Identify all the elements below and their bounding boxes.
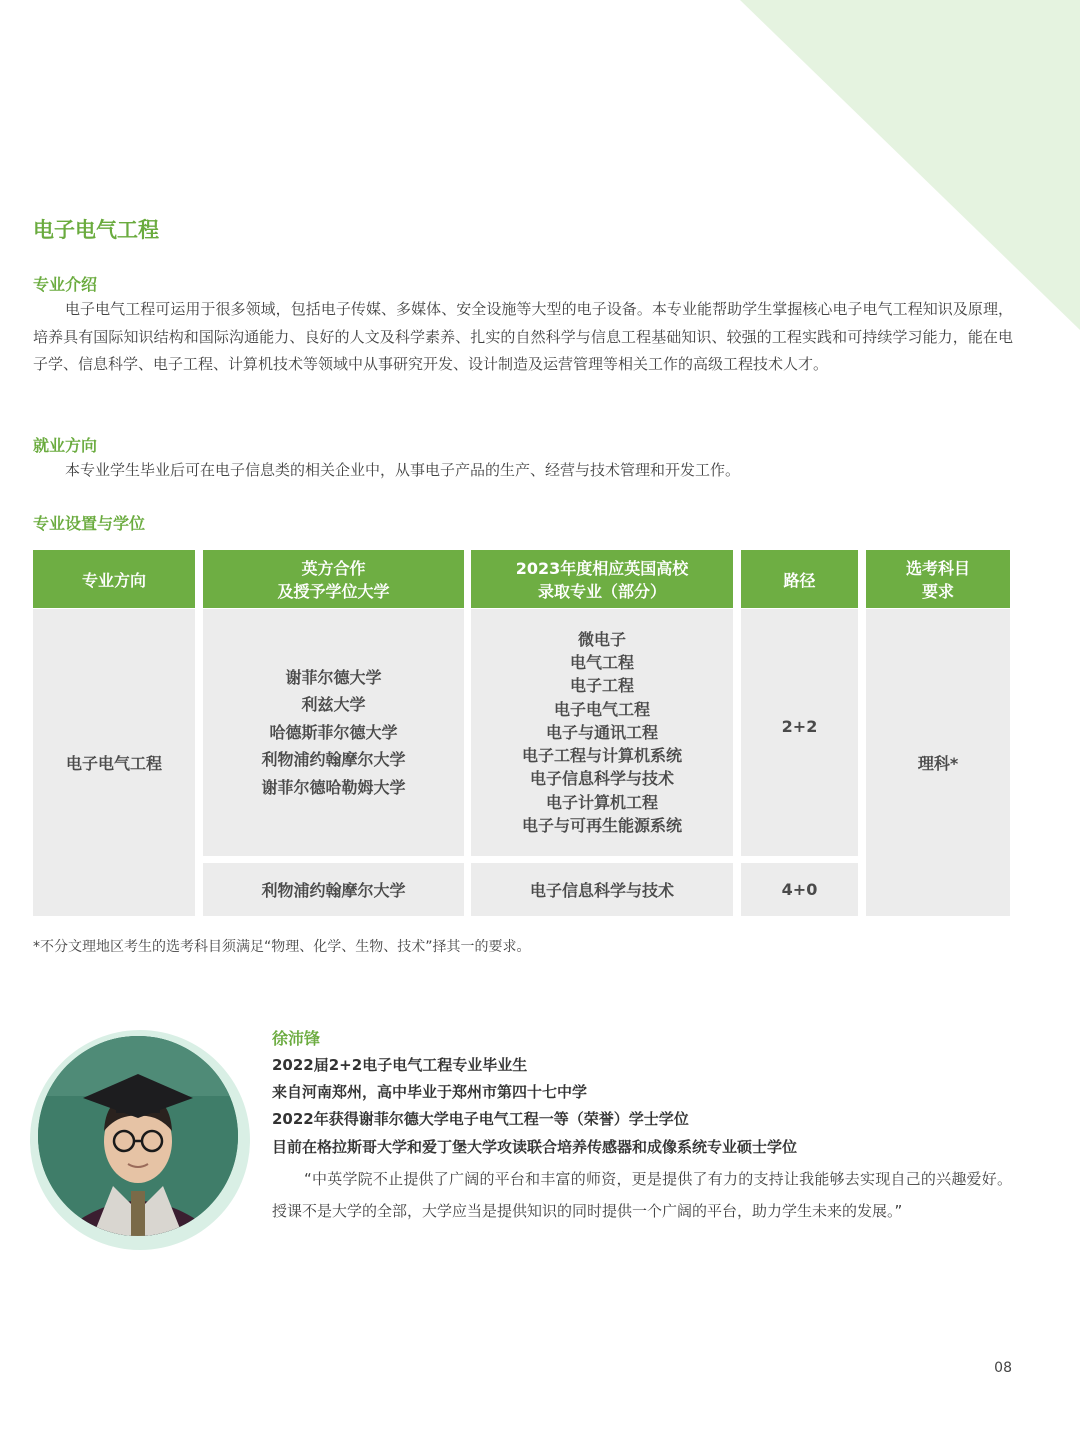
intro-heading: 专业介绍 xyxy=(33,275,98,294)
header-subject xyxy=(866,550,1010,608)
path-value: 2+2 xyxy=(781,717,818,736)
alumnus-degree: 2022年获得谢菲尔德大学电子电气工程一等（荣誉）学士学位 xyxy=(272,1110,689,1128)
header-partner xyxy=(203,550,464,608)
header-uk-line1: 2023年度相应英国高校 xyxy=(515,559,689,578)
program-item: 电子与通讯工程 xyxy=(545,722,658,742)
header-path xyxy=(741,550,858,608)
header-subject-line2: 要求 xyxy=(921,582,954,601)
corner-decoration xyxy=(740,0,1080,330)
page-title: 电子电气工程 xyxy=(33,218,159,242)
header-partner-line1: 英方合作 xyxy=(301,559,366,578)
career-heading: 就业方向 xyxy=(33,436,98,455)
major-value: 电子电气工程 xyxy=(65,754,162,773)
header-uk-line2: 录取专业（部分） xyxy=(537,582,666,601)
intro-text: 电子电气工程可运用于很多领域，包括电子传媒、多媒体、安全设施等大型的电子设备。本专业能帮助学生掌握核心电子电气工程知识及原理，培养具有国际知识结构和国际沟通能力、良好的人文及科学素养、扎实的自然科学与信息工程基础知识、较强的工程实践和可持续学习能力，能在电子学、信息科学、电子工程、计算机技术等领域中从事研究开发、设计制造及运营管理等相关工作的高级工程技术人才。 xyxy=(33,300,1013,373)
row1-path xyxy=(741,609,858,856)
row2-programs xyxy=(471,863,733,916)
career-text: 本专业学生毕业后可在电子信息类的相关企业中，从事电子产品的生产、经营与技术管理和开发工作。 xyxy=(65,461,741,479)
alumnus-origin: 来自河南郑州，高中毕业于郑州市第四十七中学 xyxy=(272,1083,588,1101)
subject-value: 理科* xyxy=(917,754,959,773)
program-item: 电子信息科学与技术 xyxy=(529,881,674,900)
university-item: 哈德斯菲尔德大学 xyxy=(269,722,398,742)
university-item: 谢菲尔德大学 xyxy=(285,667,382,687)
row1-programs xyxy=(471,609,733,856)
header-subject-line1: 选考科目 xyxy=(905,559,970,578)
row2-universities xyxy=(203,863,464,916)
header-uk-programs xyxy=(471,550,733,608)
header-major xyxy=(33,550,195,608)
alumnus-quote: “中英学院不止提供了广阔的平台和丰富的师资，更是提供了有力的支持让我能够去实现自己的兴趣爱好。授课不是大学的全部，大学应当是提供知识的同时提供一个广阔的平台，助力学生未来的发展。” xyxy=(272,1170,1012,1220)
university-item: 谢菲尔德哈勒姆大学 xyxy=(261,777,406,797)
major-cell xyxy=(33,609,195,916)
university-item: 利兹大学 xyxy=(301,695,366,715)
alumnus-name: 徐沛锋 xyxy=(272,1029,321,1048)
header-path-label: 路径 xyxy=(783,570,816,590)
header-partner-line2: 及授予学位大学 xyxy=(277,582,390,601)
program-item: 电子电气工程 xyxy=(553,699,650,719)
university-item: 利物浦约翰摩尔大学 xyxy=(261,881,406,900)
program-item: 电子工程与计算机系统 xyxy=(521,746,682,766)
portrait-illustration xyxy=(38,1036,238,1236)
table-footnote: *不分文理地区考生的选考科目须满足“物理、化学、生物、技术”择其一的要求。 xyxy=(33,939,531,955)
row2-path xyxy=(741,863,858,916)
program-item: 电气工程 xyxy=(569,652,634,672)
alumnus-class: 2022届2+2电子电气工程专业毕业生 xyxy=(272,1056,528,1074)
program-item: 电子计算机工程 xyxy=(545,792,658,812)
page-number: 08 xyxy=(994,1360,1012,1376)
table-heading: 专业设置与学位 xyxy=(33,514,146,533)
program-item: 微电子 xyxy=(577,629,626,649)
row1-universities xyxy=(203,609,464,856)
alumnus-photo xyxy=(38,1036,238,1236)
header-major-label: 专业方向 xyxy=(81,570,146,590)
path-value: 4+0 xyxy=(781,880,818,899)
alumnus-current: 目前在格拉斯哥大学和爱丁堡大学攻读联合培养传感器和成像系统专业硕士学位 xyxy=(272,1138,798,1156)
subject-cell xyxy=(866,609,1010,916)
program-item: 电子工程 xyxy=(569,676,634,696)
program-item: 电子与可再生能源系统 xyxy=(521,816,682,836)
university-item: 利物浦约翰摩尔大学 xyxy=(261,750,406,770)
program-item: 电子信息科学与技术 xyxy=(529,769,674,789)
